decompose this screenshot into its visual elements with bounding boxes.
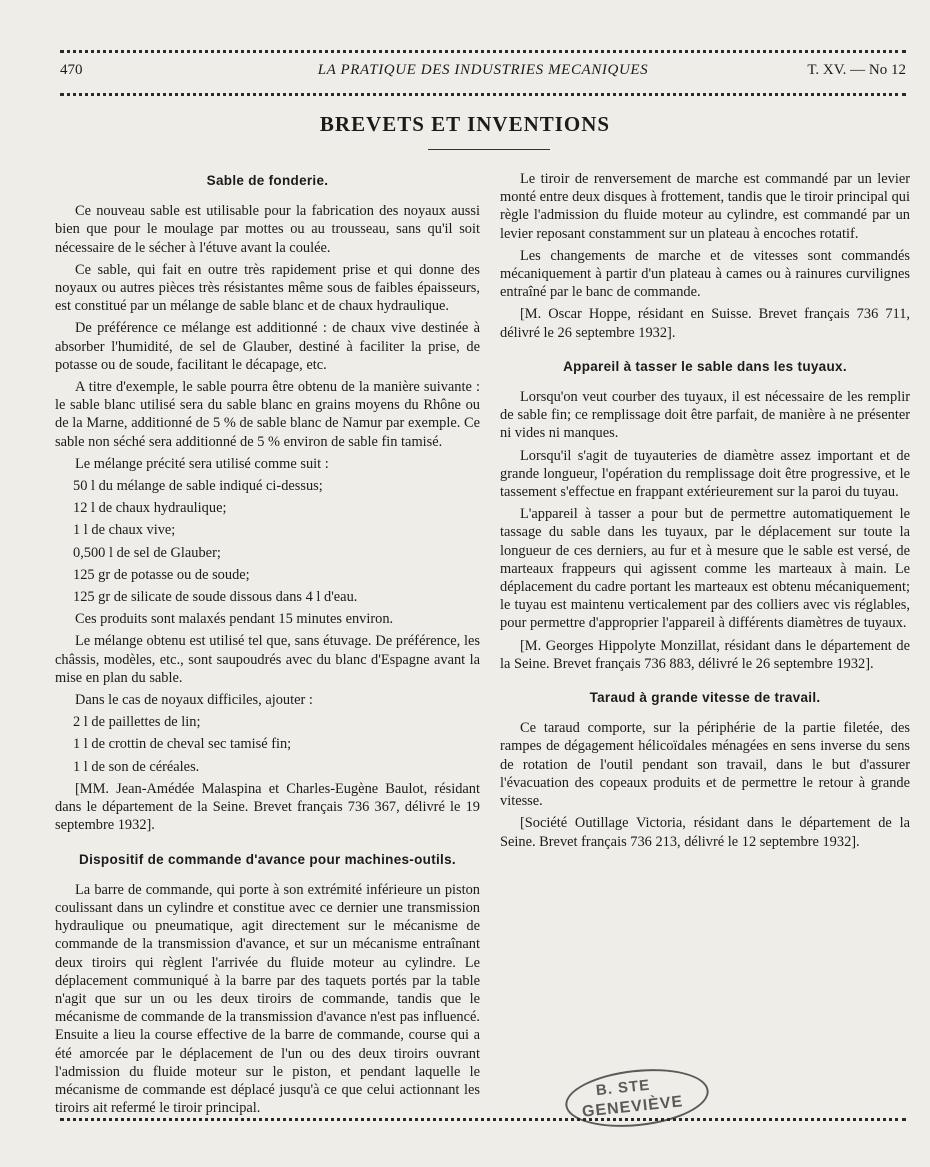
paragraph: Le mélange obtenu est utilisé tel que, sans étuvage. De préférence, les châssis, modèles, etc., sont saupoudrés avec du blanc d'Espagne avant la mise en plan du sable. bbox=[55, 633, 480, 686]
left-column bbox=[55, 170, 480, 1121]
journal-title: LA PRATIQUE DES INDUSTRIES MECANIQUES bbox=[317, 62, 649, 78]
stamp-line-2: GENEVIÈVE bbox=[581, 1093, 685, 1121]
header-dotted-rule bbox=[60, 93, 906, 96]
list-item: 12 l de chaux hydraulique; bbox=[73, 500, 227, 517]
paragraph: L'appareil à tasser a pour but de permettre automatiquement le tassage du sable dans les tuyaux, par le déplacement sur toute la longueur de ces derniers, au fur et à mesure que le sable est versé, de marteaux frappeurs qui agissent comme les marteaux à main. Le déplacement du cadre portant les marteaux est obtenu mécaniquement; le tuyau est maintenu verticalement par des colliers avec vis réglables, pour permettre d'approprier l'appareil à différents diamètres de tuyaux. bbox=[500, 506, 910, 632]
paragraph: Ce sable, qui fait en outre très rapidement prise et qui donne des noyaux ou autres pièces très résistantes même sous de faibles épaisseurs, est constitué par un mélange de sable blanc et de chaux hydraulique. bbox=[55, 261, 480, 315]
article-title-taraud: Taraud à grande vitesse de travail. bbox=[589, 690, 821, 706]
paragraph: La barre de commande, qui porte à son extrémité inférieure un piston coulissant dans un cylindre et constitue avec ce dernier une transmission hydraulique ou pneumatique, agit directement sur le mécanisme de commande de la transmission d'avance, et sur un mécanisme entraînant deux tiroirs qui règlent l'arrivée du fluide moteur au cylindre. Le déplacement communiqué à la barre par des taquets portés par la table n'agit que sur un ou les deux tiroirs de commande, tandis que le mécanisme de commande de la transmission d'avance n'est pas influencé. Ensuite a lieu la course effective de la barre de commande, course qui a été amorcée par le déplacement de l'un ou des deux tiroirs ouvrant l'admission du fluide moteur sur le piston, et pendant laquelle le mécanisme de commande est déplacé jusqu'à ce que celui actionnant les tiroirs ait refermé le tiroir principal. bbox=[55, 881, 480, 1117]
list-item: 2 l de paillettes de lin; bbox=[73, 714, 201, 731]
running-header bbox=[60, 62, 906, 86]
volume-number: T. XV. — No 12 bbox=[807, 62, 906, 78]
list-item: 125 gr de silicate de soude dissous dans 4 l d'eau. bbox=[73, 589, 358, 606]
patent-credit: [M. Georges Hippolyte Monzillat, résidant dans le département de la Seine. Brevet français 736 883, délivré le 26 septembre 1932]. bbox=[500, 637, 910, 672]
paragraph: Le mélange précité sera utilisé comme suit : bbox=[75, 455, 329, 472]
list-item: 0,500 l de sel de Glauber; bbox=[73, 544, 221, 561]
paragraph: Lorsqu'on veut courber des tuyaux, il est nécessaire de les remplir de sable fin; ce remplissage doit être parfait, de manière à ne présenter ni vides ni manques. bbox=[500, 389, 910, 442]
paragraph: De préférence ce mélange est additionné : de chaux vive destinée à absorber l'humidité, de sel de Glauber, destiné à faciliter la prise, de potasse ou de soude, facilitant le décapage, etc. bbox=[55, 320, 480, 373]
paragraph: Ce nouveau sable est utilisable pour la fabrication des noyaux aussi bien que pour le moulage par mottes ou au trousseau, sans qu'il soit nécessaire de le sécher à l'étuve avant la coulée. bbox=[55, 203, 480, 256]
stamp-line-1: B. STE bbox=[595, 1076, 651, 1100]
patent-credit: [Société Outillage Victoria, résidant dans le département de la Seine. Brevet français 736 213, délivré le 12 septembre 1932]. bbox=[500, 815, 910, 850]
list-item: 50 l du mélange de sable indiqué ci-dessus; bbox=[73, 478, 323, 495]
library-stamp bbox=[562, 1063, 711, 1134]
list-item: 125 gr de potasse ou de soude; bbox=[73, 566, 250, 583]
paragraph: Dans le cas de noyaux difficiles, ajouter : bbox=[75, 692, 313, 709]
list-item: 1 l de crottin de cheval sec tamisé fin; bbox=[73, 736, 292, 753]
section-title: BREVETS ET INVENTIONS bbox=[319, 112, 611, 136]
top-dotted-rule bbox=[60, 50, 906, 53]
bottom-dotted-rule bbox=[60, 1118, 906, 1121]
article-title-commande: Dispositif de commande d'avance pour machines-outils. bbox=[79, 851, 456, 867]
article-title-sable: Sable de fonderie. bbox=[206, 173, 329, 188]
patent-credit: [MM. Jean-Amédée Malaspina et Charles-Eugène Baulot, résidant dans le département de la Seine. Brevet français 736 367, délivré le 19 septembre 1932]. bbox=[55, 780, 480, 834]
list-item: 1 l de chaux vive; bbox=[73, 522, 176, 539]
page-number: 470 bbox=[60, 62, 83, 78]
patent-credit: [M. Oscar Hoppe, résidant en Suisse. Brevet français 736 711, délivré le 26 septembre 1932]. bbox=[500, 306, 910, 341]
paragraph: Ce taraud comporte, sur la périphérie de la partie filetée, des rampes de dégagement hélicoïdales ménagées en sens inverse du sens de rotation de l'outil pendant son travail, dans le but d'assurer l'évacuation des copeaux produits et de permettre le retour à grande vitesse. bbox=[500, 720, 910, 810]
paragraph: Les changements de marche et de vitesses sont commandés mécaniquement à partir d'un plateau à cames ou à rainures curvilignes entraîné par le banc de commande. bbox=[500, 247, 910, 301]
title-underline bbox=[428, 149, 550, 150]
paragraph: Le tiroir de renversement de marche est commandé par un levier monté entre deux disques à frottement, tandis que le tiroir principal qui règle l'admission du fluide moteur au cylindre, est commandé par un levier reposant constamment sur un plateau à encoches rotatif. bbox=[500, 171, 910, 242]
list-item: 1 l de son de céréales. bbox=[73, 758, 200, 775]
paragraph: Ces produits sont malaxés pendant 15 minutes environ. bbox=[75, 611, 394, 628]
paragraph: Lorsqu'il s'agit de tuyauteries de diamètre assez important et de grande longueur, l'opération du remplissage doit être progressive, et le tassement s'effectue en frappant extérieurement sur la paroi du tuyau. bbox=[500, 447, 910, 501]
right-column bbox=[500, 170, 910, 855]
article-title-appareil: Appareil à tasser le sable dans les tuyaux. bbox=[563, 358, 847, 374]
paragraph: A titre d'exemple, le sable pourra être obtenu de la manière suivante : le sable blanc utilisé sera du sable blanc en grains moyens du Rhône ou de la Marne, additionné de 5 % de sable blanc de Namur par exemple. Ce sable non séché sera additionné de 5 % environ de sable fin tamisé. bbox=[55, 379, 480, 450]
